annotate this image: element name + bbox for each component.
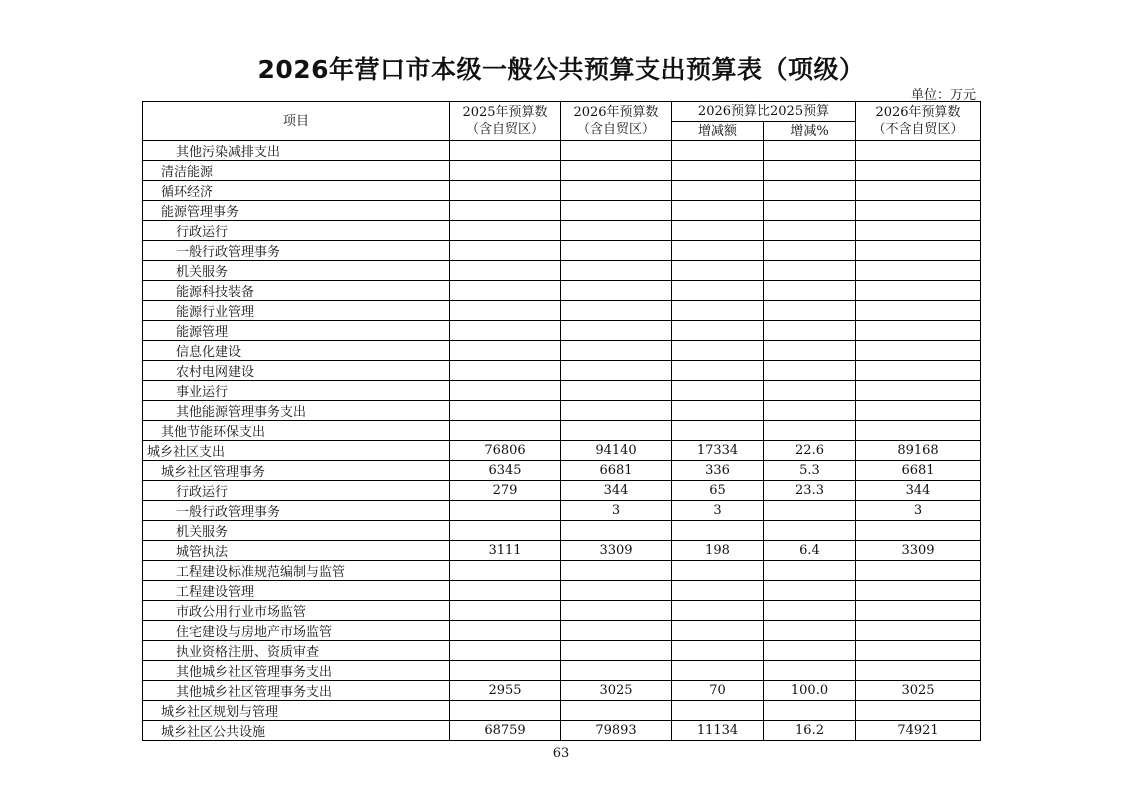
item-name: 能源管理 [143, 321, 450, 341]
value-2026-excl [856, 421, 981, 441]
change-amount [672, 321, 764, 341]
value-2026 [561, 561, 672, 581]
value-2026-excl [856, 641, 981, 661]
value-2026: 3 [561, 501, 672, 521]
value-2026-excl: 3309 [856, 541, 981, 561]
value-2025: 3111 [450, 541, 561, 561]
value-2026-excl [856, 261, 981, 281]
change-amount: 65 [672, 481, 764, 501]
value-2025 [450, 241, 561, 261]
item-name: 能源科技装备 [143, 281, 450, 301]
header-2026-budget [561, 102, 672, 141]
item-name: 其他节能环保支出 [143, 421, 450, 441]
item-name: 工程建设标准规范编制与监管 [143, 561, 450, 581]
value-2025 [450, 341, 561, 361]
header-2026-line1: 2026年预算数 [573, 105, 659, 120]
table-row [143, 501, 981, 521]
item-name: 循环经济 [143, 181, 450, 201]
change-amount [672, 221, 764, 241]
value-2026: 6681 [561, 461, 672, 481]
table-row [143, 261, 981, 281]
change-amount [672, 661, 764, 681]
value-2026 [561, 661, 672, 681]
value-2026-excl [856, 381, 981, 401]
value-2025 [450, 261, 561, 281]
table-row [143, 281, 981, 301]
item-name: 其他能源管理事务支出 [143, 401, 450, 421]
item-name: 事业运行 [143, 381, 450, 401]
table-row [143, 401, 981, 421]
value-2026 [561, 581, 672, 601]
value-2025 [450, 181, 561, 201]
table-row [143, 621, 981, 641]
table-row [143, 361, 981, 381]
value-2025 [450, 301, 561, 321]
item-name: 住宅建设与房地产市场监管 [143, 621, 450, 641]
value-2026 [561, 321, 672, 341]
table-row [143, 721, 981, 741]
value-2026: 344 [561, 481, 672, 501]
change-percent [764, 221, 856, 241]
change-amount [672, 581, 764, 601]
change-percent [764, 621, 856, 641]
change-amount [672, 601, 764, 621]
table-row [143, 181, 981, 201]
change-amount [672, 341, 764, 361]
value-2026: 94140 [561, 441, 672, 461]
header-2026-excl-line2: （不含自贸区） [872, 122, 964, 137]
change-percent: 22.6 [764, 441, 856, 461]
table-row [143, 341, 981, 361]
table-row [143, 161, 981, 181]
item-name: 信息化建设 [143, 341, 450, 361]
change-percent [764, 341, 856, 361]
change-amount [672, 561, 764, 581]
item-name: 能源管理事务 [143, 201, 450, 221]
header-2026-excl-line1: 2026年预算数 [875, 105, 961, 120]
value-2026: 79893 [561, 721, 672, 741]
value-2026 [561, 241, 672, 261]
table-row [143, 421, 981, 441]
value-2025 [450, 321, 561, 341]
table-row [143, 601, 981, 621]
header-item: 项目 [143, 102, 450, 141]
value-2026-excl [856, 661, 981, 681]
change-percent [764, 281, 856, 301]
change-amount: 336 [672, 461, 764, 481]
value-2026-excl [856, 521, 981, 541]
value-2026-excl [856, 141, 981, 161]
value-2025: 68759 [450, 721, 561, 741]
value-2026-excl [856, 401, 981, 421]
item-name: 其他城乡社区管理事务支出 [143, 681, 450, 701]
item-name: 行政运行 [143, 481, 450, 501]
change-amount [672, 201, 764, 221]
value-2026-excl [856, 581, 981, 601]
item-name: 机关服务 [143, 261, 450, 281]
change-amount [672, 641, 764, 661]
value-2025 [450, 381, 561, 401]
item-name: 机关服务 [143, 521, 450, 541]
change-amount [672, 361, 764, 381]
value-2025: 6345 [450, 461, 561, 481]
change-percent [764, 401, 856, 421]
change-amount: 17334 [672, 441, 764, 461]
table-row [143, 201, 981, 221]
value-2026-excl: 344 [856, 481, 981, 501]
value-2026-excl: 3025 [856, 681, 981, 701]
value-2026-excl [856, 241, 981, 261]
value-2026-excl: 89168 [856, 441, 981, 461]
change-percent [764, 381, 856, 401]
header-2025-budget [450, 102, 561, 141]
value-2025 [450, 281, 561, 301]
value-2026-excl: 6681 [856, 461, 981, 481]
table-row [143, 241, 981, 261]
value-2026 [561, 381, 672, 401]
value-2026-excl [856, 701, 981, 721]
change-amount [672, 401, 764, 421]
value-2026 [561, 261, 672, 281]
change-percent [764, 641, 856, 661]
header-2026-excl [856, 102, 981, 141]
item-name: 执业资格注册、资质审查 [143, 641, 450, 661]
value-2026 [561, 341, 672, 361]
header-2025-line2: （含自贸区） [465, 122, 544, 137]
item-name: 清洁能源 [143, 161, 450, 181]
header-compare-group: 2026预算比2025预算 [672, 102, 856, 122]
value-2026-excl: 74921 [856, 721, 981, 741]
page-title: 2026年营口市本级一般公共预算支出预算表（项级） [257, 55, 865, 84]
value-2026-excl [856, 181, 981, 201]
value-2025 [450, 221, 561, 241]
change-percent [764, 181, 856, 201]
change-percent [764, 521, 856, 541]
change-percent [764, 421, 856, 441]
change-percent [764, 601, 856, 621]
value-2026: 3025 [561, 681, 672, 701]
item-name: 市政公用行业市场监管 [143, 601, 450, 621]
change-percent: 5.3 [764, 461, 856, 481]
change-amount [672, 521, 764, 541]
header-2026-line2: （含自贸区） [576, 122, 655, 137]
change-amount: 70 [672, 681, 764, 701]
change-percent [764, 561, 856, 581]
change-percent [764, 241, 856, 261]
table-row [143, 641, 981, 661]
value-2026-excl [856, 561, 981, 581]
change-amount [672, 301, 764, 321]
table-row [143, 541, 981, 561]
value-2025 [450, 141, 561, 161]
value-2026 [561, 361, 672, 381]
change-amount [672, 381, 764, 401]
value-2026 [561, 141, 672, 161]
change-percent [764, 661, 856, 681]
table-row [143, 141, 981, 161]
value-2025 [450, 501, 561, 521]
table-row [143, 461, 981, 481]
value-2026 [561, 181, 672, 201]
header-change-amount: 增减额 [672, 122, 764, 141]
value-2025 [450, 641, 561, 661]
table-row [143, 521, 981, 541]
value-2026 [561, 621, 672, 641]
value-2026 [561, 281, 672, 301]
value-2025 [450, 561, 561, 581]
item-name: 能源行业管理 [143, 301, 450, 321]
value-2026 [561, 161, 672, 181]
value-2026 [561, 421, 672, 441]
change-percent: 6.4 [764, 541, 856, 561]
change-percent: 23.3 [764, 481, 856, 501]
item-name: 农村电网建设 [143, 361, 450, 381]
value-2026 [561, 641, 672, 661]
value-2026-excl [856, 301, 981, 321]
value-2026-excl [856, 221, 981, 241]
value-2025 [450, 661, 561, 681]
change-amount [672, 241, 764, 261]
value-2025 [450, 361, 561, 381]
change-amount [672, 261, 764, 281]
table-row [143, 481, 981, 501]
page-number: 63 [552, 746, 570, 761]
change-percent [764, 581, 856, 601]
change-percent [764, 361, 856, 381]
value-2026-excl [856, 281, 981, 301]
table-row [143, 581, 981, 601]
change-percent [764, 141, 856, 161]
value-2026 [561, 521, 672, 541]
table-row [143, 561, 981, 581]
value-2025: 2955 [450, 681, 561, 701]
value-2026-excl [856, 321, 981, 341]
value-2025 [450, 201, 561, 221]
change-amount: 3 [672, 501, 764, 521]
value-2025 [450, 161, 561, 181]
change-amount: 198 [672, 541, 764, 561]
value-2026-excl [856, 161, 981, 181]
item-name: 工程建设管理 [143, 581, 450, 601]
unit-label: 单位：万元 [910, 88, 976, 103]
table-row [143, 301, 981, 321]
value-2025 [450, 621, 561, 641]
value-2025 [450, 601, 561, 621]
item-name: 一般行政管理事务 [143, 501, 450, 521]
value-2026 [561, 701, 672, 721]
table-row [143, 701, 981, 721]
value-2025 [450, 421, 561, 441]
value-2026 [561, 221, 672, 241]
value-2025 [450, 401, 561, 421]
table-row [143, 661, 981, 681]
value-2025 [450, 701, 561, 721]
change-percent [764, 501, 856, 521]
value-2026 [561, 301, 672, 321]
item-name: 其他污染减排支出 [143, 141, 450, 161]
value-2025: 76806 [450, 441, 561, 461]
value-2025 [450, 581, 561, 601]
value-2026 [561, 201, 672, 221]
change-percent [764, 301, 856, 321]
header-2025-line1: 2025年预算数 [462, 105, 548, 120]
change-amount [672, 621, 764, 641]
change-amount [672, 421, 764, 441]
table-row [143, 381, 981, 401]
item-name: 一般行政管理事务 [143, 241, 450, 261]
change-percent: 16.2 [764, 721, 856, 741]
value-2026-excl [856, 341, 981, 361]
change-percent [764, 161, 856, 181]
change-percent [764, 261, 856, 281]
change-percent [764, 201, 856, 221]
change-percent: 100.0 [764, 681, 856, 701]
table-row [143, 681, 981, 701]
value-2026: 3309 [561, 541, 672, 561]
value-2026 [561, 401, 672, 421]
item-name: 其他城乡社区管理事务支出 [143, 661, 450, 681]
value-2026-excl [856, 361, 981, 381]
table-row [143, 221, 981, 241]
table-row [143, 321, 981, 341]
header-change-percent: 增减% [764, 122, 856, 141]
item-name: 行政运行 [143, 221, 450, 241]
change-amount [672, 701, 764, 721]
value-2026-excl: 3 [856, 501, 981, 521]
change-percent [764, 701, 856, 721]
value-2026 [561, 601, 672, 621]
change-amount: 11134 [672, 721, 764, 741]
change-percent [764, 321, 856, 341]
value-2026-excl [856, 621, 981, 641]
value-2025: 279 [450, 481, 561, 501]
table-body [143, 141, 981, 741]
value-2026-excl [856, 201, 981, 221]
value-2026-excl [856, 601, 981, 621]
item-name: 城乡社区规划与管理 [143, 701, 450, 721]
item-name: 城乡社区支出 [143, 441, 450, 461]
change-amount [672, 141, 764, 161]
item-name: 城乡社区公共设施 [143, 721, 450, 741]
change-amount [672, 161, 764, 181]
item-name: 城乡社区管理事务 [143, 461, 450, 481]
budget-table [142, 101, 981, 741]
change-amount [672, 181, 764, 201]
item-name: 城管执法 [143, 541, 450, 561]
value-2025 [450, 521, 561, 541]
table-row [143, 441, 981, 461]
change-amount [672, 281, 764, 301]
